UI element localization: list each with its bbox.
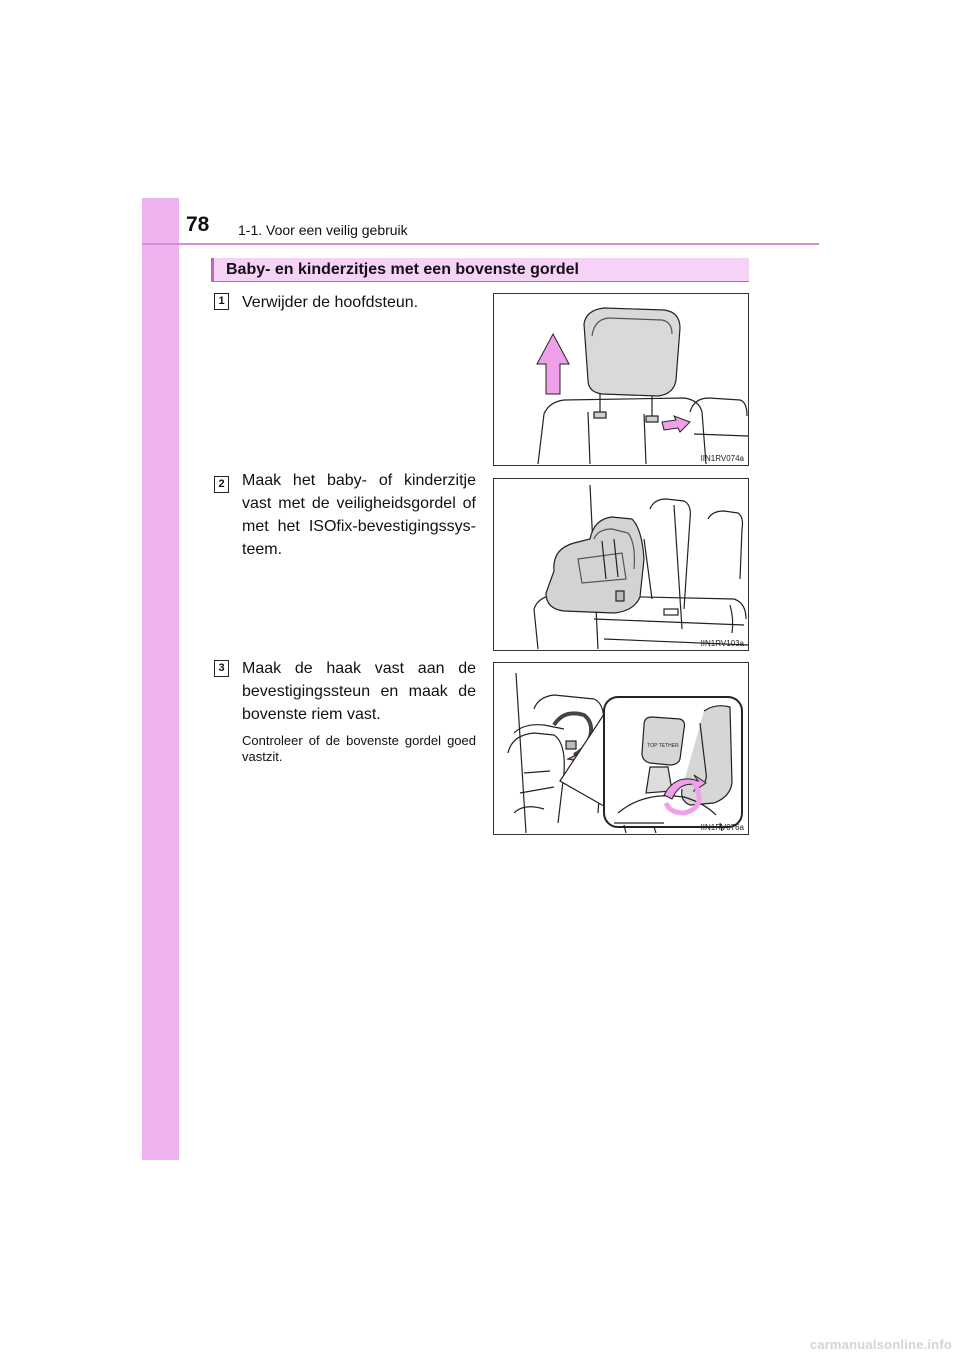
subsection-heading-text: Baby- en kinderzitjes met een bovenste gordel — [226, 261, 579, 278]
step-1-number: 1 — [214, 293, 229, 310]
page-number: 78 — [186, 213, 210, 236]
inset-top-tether-label: TOP TETHER — [647, 743, 679, 749]
step-3-text: Maak de haak vast aan de bevestigingssteun en maak de bovenste riem vast. — [242, 660, 476, 723]
step-3-number: 3 — [214, 660, 229, 677]
step-3-note: Controleer of de bovenste gordel goed vastzit. — [242, 733, 476, 764]
figure-child-seat-installed — [493, 478, 749, 651]
step-2-text: Maak het baby- of kinderzitje vast met de veiligheidsgordel of met het ISOfix-bevestigingssys-teem. — [242, 472, 476, 558]
subsection-heading — [211, 258, 749, 282]
section-title: 1-1. Voor een veilig gebruik — [238, 222, 408, 238]
step-2-number: 2 — [214, 476, 229, 493]
figure-3-code: IIN1RV076a — [700, 823, 744, 832]
figure-1-code: IIN1RV074a — [700, 454, 744, 463]
figure-headrest-removal — [493, 293, 749, 466]
figure-2-code: IIN1RV103a — [700, 639, 744, 648]
step-1-text: Verwijder de hoofdsteun. — [242, 294, 419, 311]
chapter-side-bar — [142, 198, 179, 1160]
figure-top-tether-hook — [493, 662, 749, 835]
header-rule — [142, 243, 819, 245]
watermark: carmanualsonline.info — [809, 1337, 952, 1352]
